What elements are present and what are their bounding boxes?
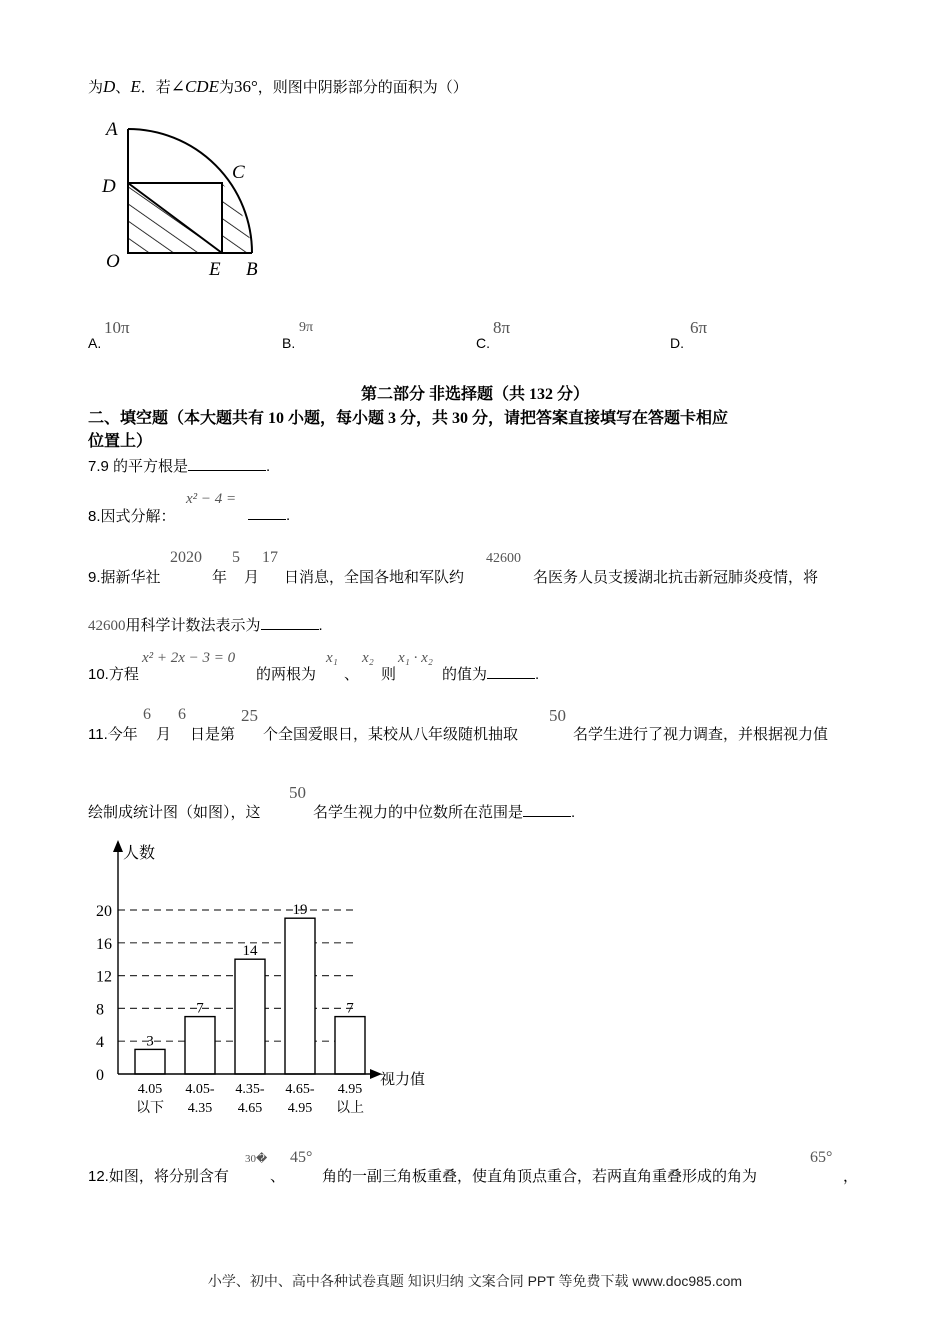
y-axis-label: 人数: [123, 845, 156, 862]
q9-text-day: 日消息，全国各地和军队约: [284, 569, 465, 586]
y-tick-label: 12: [96, 968, 112, 986]
bar: [235, 959, 265, 1074]
q6-angle-value: 36°: [233, 77, 258, 96]
option-a-label[interactable]: A.: [88, 335, 102, 351]
label-a: A: [106, 119, 118, 140]
option-d-value: 6π: [690, 318, 708, 337]
q10-root-x2: x₂: [362, 650, 374, 666]
q12-end: ，: [843, 1168, 859, 1185]
q6-geometry-figure: [98, 115, 278, 285]
bar: [285, 918, 315, 1074]
q7-answer-blank[interactable]: [188, 456, 266, 471]
x-tick-label: 4.35: [187, 1101, 213, 1116]
question-8: [88, 505, 176, 526]
bar: [185, 1017, 215, 1074]
q11-line2: [313, 801, 575, 822]
x-tick-label: 4.65-: [285, 1082, 315, 1097]
bar: [135, 1049, 165, 1074]
q8-answer-blank[interactable]: [248, 505, 286, 520]
x-axis-label: 视力值: [380, 1072, 426, 1088]
q11-end: .: [571, 804, 576, 821]
q11-text-rest: 名学生进行了视力调查，并根据视力值: [573, 726, 829, 743]
x-tick-label: 4.35-: [235, 1082, 265, 1097]
bar-value-label: 7: [196, 1000, 204, 1017]
q9-line2-text: 用科学计数法表示为: [125, 617, 261, 634]
q6-text-dot: ．若: [140, 79, 171, 96]
q11-text-day: 日是第: [190, 726, 236, 743]
y-tick-label: 0: [96, 1067, 104, 1084]
y-axis-arrow: [113, 840, 123, 852]
q10-text-num: 10.方程: [88, 666, 139, 683]
q7-end: .: [266, 458, 271, 475]
bar: [335, 1017, 365, 1074]
option-b-label[interactable]: B.: [282, 335, 296, 351]
q11-count: 50: [549, 706, 566, 725]
q9-count: 42600: [486, 551, 521, 566]
q6-stem: [88, 76, 468, 97]
x-tick-label: 4.95: [287, 1101, 313, 1116]
q11-text-nth: 个全国爱眼日，某校从八年级随机抽取: [263, 726, 519, 743]
option-a-value: 10π: [104, 318, 130, 337]
q11-nth: 25: [241, 706, 258, 725]
q11-text-month: 月: [156, 726, 172, 743]
q10-end: .: [535, 666, 540, 683]
x-tick-label: 4.05: [137, 1082, 163, 1097]
q6-sep: 、: [115, 79, 131, 96]
label-d: D: [102, 176, 116, 197]
bar-value-label: 19: [292, 902, 308, 919]
option-c-value: 8π: [493, 318, 511, 337]
label-o: O: [106, 251, 120, 272]
label-e: E: [209, 259, 221, 280]
page-footer: 小学、初中、高中各种试卷真题 知识归纳 文案合同 PPT 等免费下载 www.doc985.com: [207, 1273, 743, 1289]
question-7: [88, 455, 270, 476]
label-b: B: [246, 259, 258, 280]
q9-answer-blank[interactable]: [261, 615, 319, 630]
x-tick-label: 4.95: [337, 1082, 363, 1097]
q9-text-month: 月: [244, 569, 260, 586]
q11-text-num: 11.今年: [88, 726, 138, 743]
label-c: C: [232, 162, 245, 183]
option-b-value: 9π: [299, 320, 314, 335]
chart-y-ticks: [96, 903, 112, 1084]
q10-product: x₁ · x₂: [398, 650, 433, 666]
q10-text-roots: 的两根为: [256, 666, 317, 683]
q12-angle-65: 65°: [810, 1149, 833, 1166]
vision-bar-chart: [90, 838, 440, 1118]
q9-month: 5: [232, 549, 240, 566]
q11-line2-text: 名学生视力的中位数所在范围是: [313, 804, 524, 821]
q10-equation: x² + 2x − 3 = 0: [142, 650, 236, 666]
q10-sep: 、: [344, 666, 360, 683]
q9-text-year: 年: [212, 569, 228, 586]
bar-value-label: 14: [242, 943, 258, 960]
q7-text: 7.9 的平方根是: [88, 458, 189, 475]
chart-bars: [135, 902, 365, 1074]
q9-day: 17: [262, 549, 278, 566]
q9-text-num: 9.据新华社: [88, 569, 161, 586]
section2-heading-line2: 位置上）: [88, 433, 153, 450]
q6-point-e: E: [130, 77, 141, 96]
q11-line2-count: 50: [289, 783, 306, 802]
q12-sep: 、: [270, 1168, 286, 1185]
q11-month: 6: [143, 706, 151, 723]
y-tick-label: 4: [96, 1034, 104, 1052]
q8-answer: [248, 505, 290, 524]
bar-value-label: 7: [346, 1000, 354, 1017]
q9-text-rest: 名医务人员支援湖北抗击新冠肺炎疫情，将: [533, 569, 819, 586]
y-tick-label: 20: [96, 903, 112, 920]
y-tick-label: 8: [96, 1001, 104, 1019]
q6-point-d: D: [103, 77, 116, 96]
q10-answer: [442, 663, 539, 684]
q12-angle-30: 30�: [245, 1153, 268, 1165]
q11-line2-pre: 绘制成统计图（如图），这: [88, 804, 261, 821]
section2-heading-line1: 二、填空题（本大题共有 10 小题，每小题 3 分，共 30 分，请把答案直接填写在答题卡相应: [88, 410, 729, 427]
q10-text-then: 则: [381, 666, 397, 683]
x-tick-label: 以上: [336, 1101, 364, 1116]
y-tick-label: 16: [96, 935, 112, 953]
x-tick-label: 4.05-: [185, 1082, 215, 1097]
q6-text-pre: 为: [88, 79, 104, 96]
q10-answer-blank[interactable]: [487, 664, 535, 679]
q12-angle-45: 45°: [290, 1149, 313, 1166]
part2-title: 第二部分 非选择题（共 132 分）: [360, 386, 589, 403]
q9-line2: [88, 614, 323, 635]
x-tick-label: 以下: [136, 1101, 164, 1116]
x-tick-label: 4.65: [237, 1101, 263, 1116]
option-d-label[interactable]: D.: [670, 335, 684, 351]
q8-expression: x² − 4 =: [186, 491, 237, 507]
q11-answer-blank[interactable]: [523, 802, 571, 817]
q6-text-mid: 为: [218, 79, 234, 96]
q12-text: 角的一副三角板重叠，使直角顶点重合，若两直角重叠形成的角为: [322, 1168, 758, 1185]
q9-line2-number: 42600: [88, 618, 126, 634]
q9-end: .: [318, 617, 323, 634]
chart-x-ticks: [136, 1082, 364, 1116]
q10-root-x1: x₁: [326, 650, 338, 666]
q12-text-num: 12.如图，将分别含有: [88, 1168, 229, 1185]
q6-angle-cde: ∠CDE: [170, 77, 219, 96]
q8-end: .: [286, 507, 291, 524]
bar-value-label: 3: [146, 1033, 154, 1050]
q9-year: 2020: [170, 549, 202, 566]
q6-text-post: ，则图中阴影部分的面积为（）: [257, 79, 468, 96]
q10-text-value: 的值为: [442, 666, 488, 683]
q11-day: 6: [178, 706, 186, 723]
q8-text: 8.因式分解：: [88, 508, 176, 525]
option-c-label[interactable]: C.: [476, 335, 490, 351]
